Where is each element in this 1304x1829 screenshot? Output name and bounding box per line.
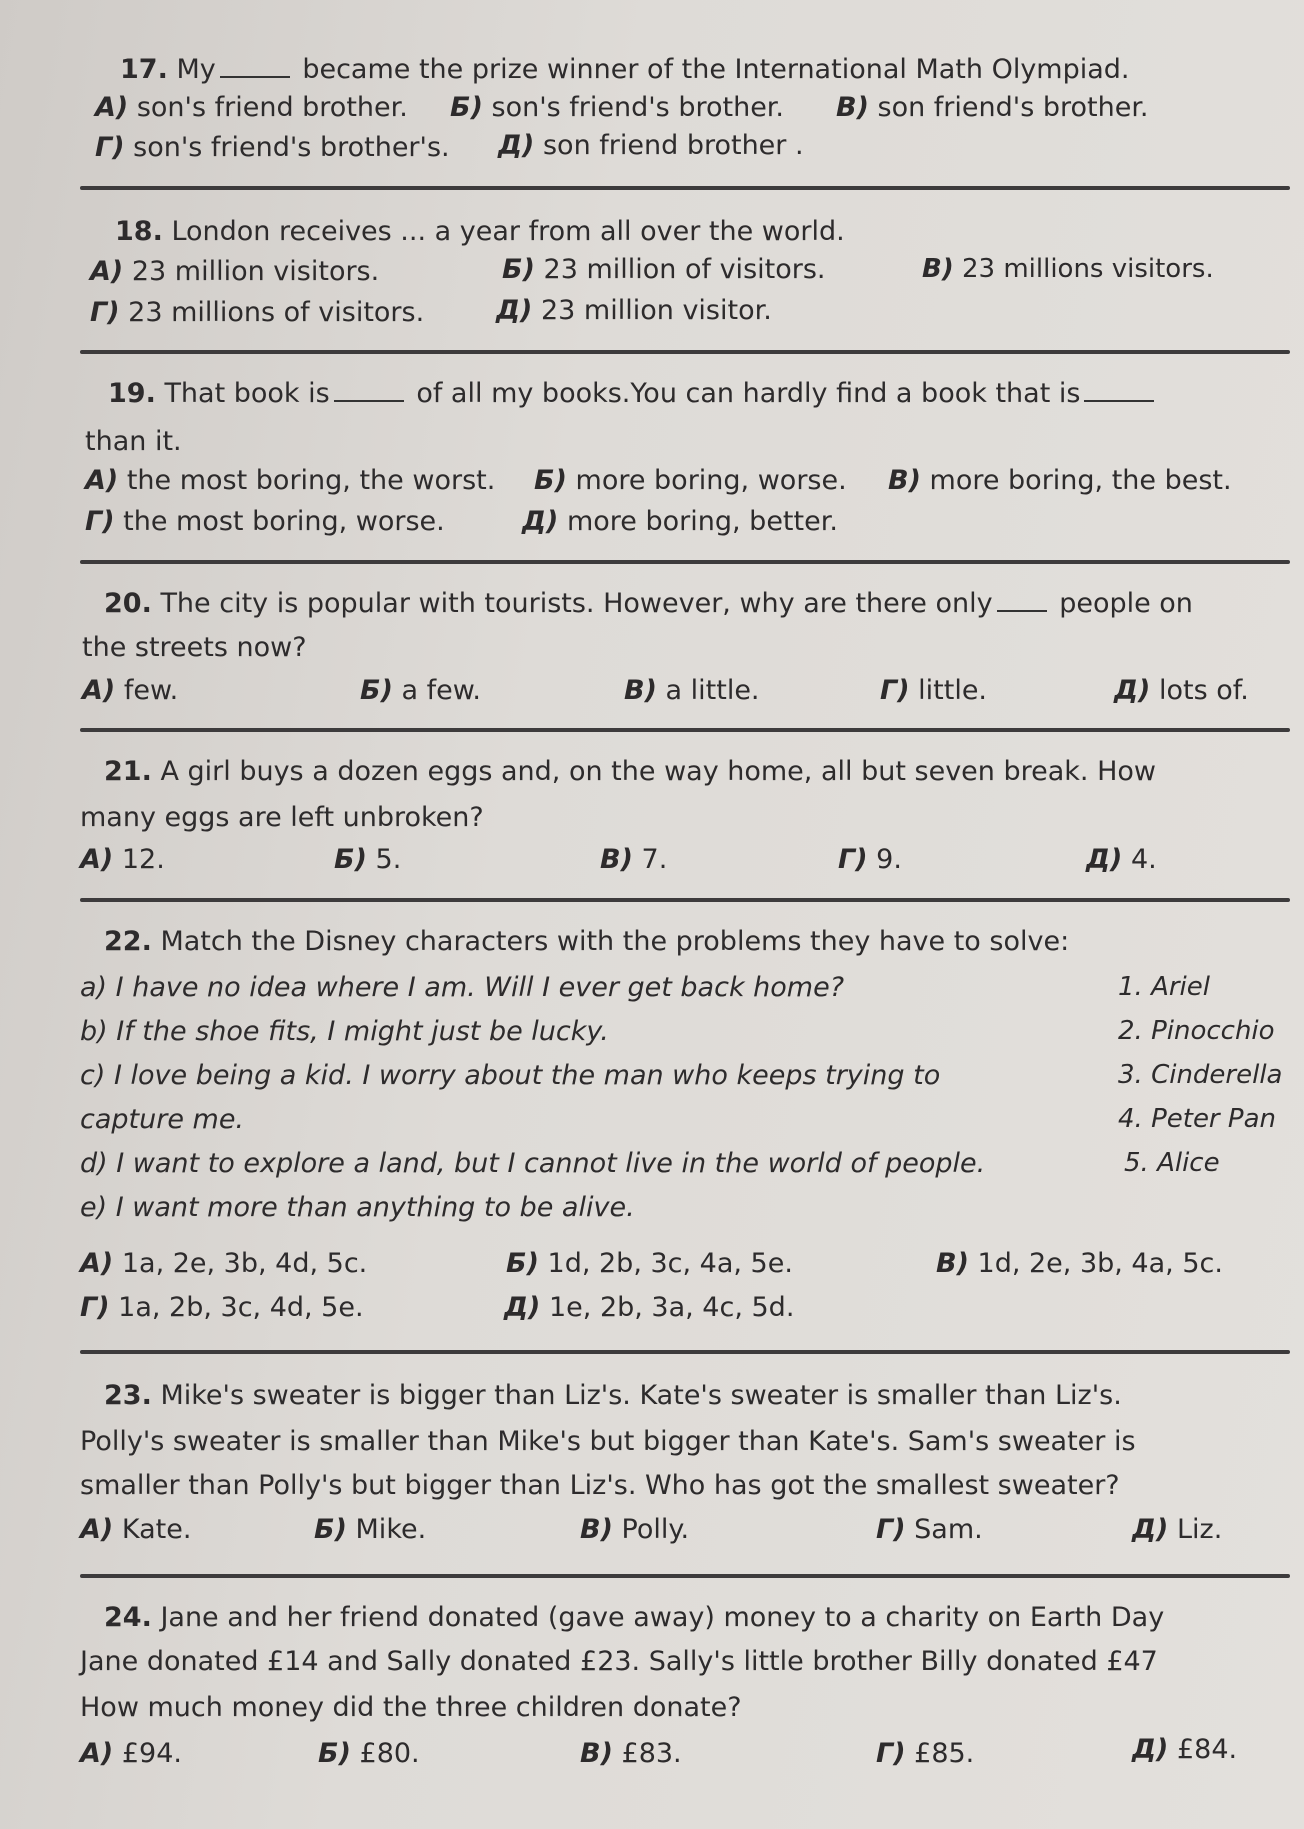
q24-option-c[interactable]: В) £83. [580, 1738, 682, 1769]
q22-number: 22. [104, 926, 152, 957]
q24-number: 24. [104, 1602, 152, 1633]
q20-text-b: people on [1059, 588, 1193, 619]
q24-line2: Jane donated £14 and Sally donated £23. Sally's little brother Billy donated £47 [80, 1646, 1158, 1677]
q23-line1: Mike's sweater is bigger than Liz's. Kate's sweater is smaller than Liz's. [160, 1380, 1122, 1411]
divider [80, 350, 1290, 354]
q17-option-d[interactable]: Г) son's friend's brother's. [95, 132, 450, 163]
q19-text-b: of all my books.You can hardly find a book that is [416, 378, 1081, 409]
q17-number: 17. [120, 54, 168, 85]
q22-statement-e: e) I want more than anything to be alive. [80, 1192, 635, 1223]
q21-line1: A girl buys a dozen eggs and, on the way home, all but seven break. How [160, 756, 1156, 787]
q22-statement-d: d) I want to explore a land, but I cannot live in the world of people. [80, 1148, 986, 1179]
q17-option-c[interactable]: В) son friend's brother. [836, 92, 1149, 123]
q18-option-e[interactable]: Д) 23 million visitor. [496, 295, 772, 326]
q22-character-3: 3. Cinderella [1118, 1060, 1283, 1090]
q22-character-2: 2. Pinocchio [1118, 1016, 1275, 1046]
q19-number: 19. [108, 378, 156, 409]
q19-text-c: than it. [85, 426, 182, 457]
q17-stem [120, 54, 1130, 85]
q23-option-a[interactable]: А) Kate. [80, 1514, 192, 1545]
q17-option-a[interactable]: А) son's friend brother. [95, 92, 408, 123]
q24-line3: How much money did the three children donate? [80, 1692, 742, 1723]
q23-line2: Polly's sweater is smaller than Mike's but bigger than Kate's. Sam's sweater is [80, 1426, 1136, 1457]
q23-option-c[interactable]: В) Polly. [580, 1514, 690, 1545]
q22-character-1: 1. Ariel [1118, 972, 1210, 1002]
q19-option-e[interactable]: Д) more boring, better. [522, 506, 838, 537]
q20-option-a[interactable]: А) few. [82, 675, 179, 706]
q22-statement-c: c) I love being a kid. I worry about the man who keeps trying to [80, 1060, 941, 1091]
q17-option-e[interactable]: Д) son friend brother . [498, 130, 804, 161]
divider [80, 898, 1290, 902]
q21-number: 21. [104, 756, 152, 787]
q19-option-d[interactable]: Г) the most boring, worse. [85, 506, 445, 537]
q18-text: London receives ... a year from all over the world. [171, 216, 845, 247]
divider [80, 1574, 1290, 1578]
q20-option-d[interactable]: Г) little. [880, 675, 988, 706]
q23-stem [104, 1380, 1122, 1411]
divider [80, 1350, 1290, 1354]
q22-option-c[interactable]: В) 1d, 2e, 3b, 4a, 5c. [936, 1248, 1223, 1279]
q22-statement-a: a) I have no idea where I am. Will I ever get back home? [80, 972, 845, 1003]
q22-option-a[interactable]: А) 1a, 2e, 3b, 4d, 5c. [80, 1248, 368, 1279]
q18-option-c[interactable]: В) 23 millions visitors. [922, 254, 1214, 284]
q24-stem [104, 1602, 1164, 1633]
q17-option-b[interactable]: Б) son's friend's brother. [450, 92, 785, 123]
q22-statement-c-cont: capture me. [80, 1104, 245, 1135]
q18-stem [115, 216, 845, 247]
q24-line1: Jane and her friend donated (gave away) money to a charity on Earth Day [160, 1602, 1165, 1633]
q21-option-b[interactable]: Б) 5. [334, 844, 402, 875]
q23-line3: smaller than Polly's but bigger than Liz's. Who has got the smallest sweater? [80, 1470, 1120, 1501]
q17-blank [220, 76, 290, 78]
q19-option-a[interactable]: А) the most boring, the worst. [85, 465, 496, 496]
q24-option-e[interactable]: Д) £84. [1132, 1734, 1238, 1765]
q20-number: 20. [104, 588, 152, 619]
q21-option-e[interactable]: Д) 4. [1086, 844, 1157, 875]
q23-number: 23. [104, 1380, 152, 1411]
q22-stem [104, 926, 1069, 957]
q18-option-b[interactable]: Б) 23 million of visitors. [502, 254, 826, 285]
q24-option-a[interactable]: А) £94. [80, 1738, 182, 1769]
q21-option-c[interactable]: В) 7. [600, 844, 668, 875]
q21-option-d[interactable]: Г) 9. [838, 844, 902, 875]
q19-blank-2 [1084, 400, 1154, 402]
q19-option-c[interactable]: В) more boring, the best. [888, 465, 1232, 496]
q21-option-a[interactable]: А) 12. [80, 844, 165, 875]
q23-option-e[interactable]: Д) Liz. [1132, 1514, 1223, 1545]
q23-option-b[interactable]: Б) Mike. [314, 1514, 427, 1545]
q22-character-5: 5. Alice [1124, 1148, 1220, 1178]
q20-stem [104, 588, 1193, 619]
divider [80, 728, 1290, 732]
q17-text-a: My [176, 54, 216, 85]
q18-option-d[interactable]: Г) 23 millions of visitors. [90, 297, 425, 328]
q21-line2: many eggs are left unbroken? [80, 802, 484, 833]
q20-text-a: The city is popular with tourists. However, why are there only [160, 588, 993, 619]
q22-text: Match the Disney characters with the problems they have to solve: [160, 926, 1070, 957]
q18-number: 18. [115, 216, 163, 247]
q22-option-d[interactable]: Г) 1a, 2b, 3c, 4d, 5e. [80, 1292, 364, 1323]
q20-option-e[interactable]: Д) lots of. [1114, 675, 1249, 706]
q22-statement-b: b) If the shoe fits, I might just be lucky. [80, 1016, 609, 1047]
q24-option-d[interactable]: Г) £85. [876, 1738, 975, 1769]
q21-stem [104, 756, 1156, 787]
q20-option-b[interactable]: Б) a few. [360, 675, 481, 706]
q19-option-b[interactable]: Б) more boring, worse. [534, 465, 847, 496]
q17-text-b: became the prize winner of the International Math Olympiad. [302, 54, 1130, 85]
q22-option-b[interactable]: Б) 1d, 2b, 3c, 4a, 5e. [506, 1248, 793, 1279]
q19-blank-1 [334, 400, 404, 402]
q23-option-d[interactable]: Г) Sam. [876, 1514, 983, 1545]
q19-stem [108, 378, 1158, 409]
divider [80, 560, 1290, 564]
q22-character-4: 4. Peter Pan [1118, 1104, 1276, 1134]
q24-option-b[interactable]: Б) £80. [318, 1738, 420, 1769]
q20-option-c[interactable]: В) a little. [624, 675, 760, 706]
q20-text-c: the streets now? [82, 632, 307, 663]
divider [80, 186, 1290, 190]
q22-option-e[interactable]: Д) 1e, 2b, 3a, 4c, 5d. [504, 1292, 795, 1323]
q20-blank [997, 610, 1047, 612]
q18-option-a[interactable]: А) 23 million visitors. [90, 256, 380, 287]
q19-text-a: That book is [164, 378, 330, 409]
